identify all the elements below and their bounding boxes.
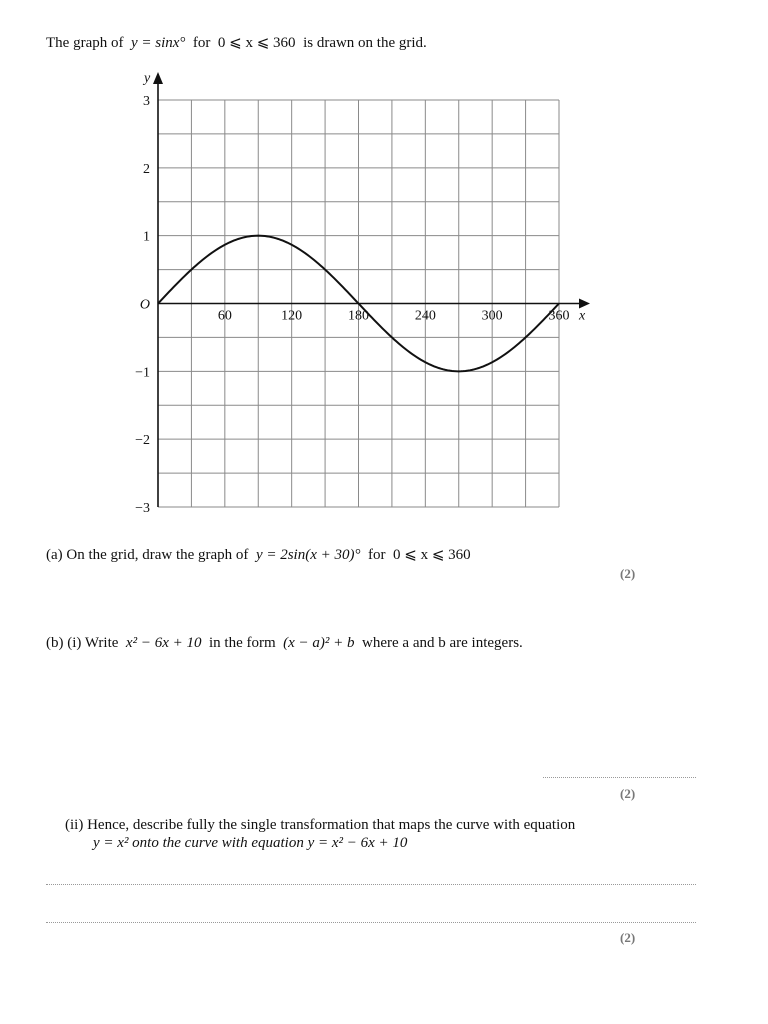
intro-equation: y = sinx° bbox=[130, 35, 186, 51]
part-a-equation: y = 2sin(x + 30)° bbox=[255, 547, 361, 563]
part-a-range: 0 ⩽ x ⩽ 360 bbox=[393, 547, 471, 563]
part-b-ii-line2: y = x² onto the curve with equation y = x² − 6x + 10 bbox=[93, 835, 408, 851]
y-tick-label: −3 bbox=[135, 501, 150, 516]
part-b-i-suffix: where a and b are integers. bbox=[362, 635, 523, 651]
x-tick-label: 240 bbox=[414, 308, 436, 324]
axes bbox=[153, 72, 590, 507]
x-tick-label: 300 bbox=[481, 308, 503, 324]
intro-prefix: The graph of bbox=[46, 35, 124, 51]
intro-suffix: is drawn on the grid. bbox=[303, 35, 427, 51]
y-axis-arrow bbox=[153, 72, 163, 84]
y-tick-label: 2 bbox=[143, 161, 150, 177]
part-b-i-expression: x² − 6x + 10 bbox=[125, 635, 202, 651]
part-a-marks: (2) bbox=[620, 566, 636, 581]
part-b-i-form: (x − a)² + b bbox=[283, 635, 355, 651]
x-axis-arrow bbox=[579, 299, 590, 309]
intro-for: for bbox=[192, 35, 211, 51]
part-b-i-marks: (2) bbox=[620, 786, 636, 801]
x-tick-label: 120 bbox=[281, 308, 303, 324]
intro-range: 0 ⩽ x ⩽ 360 bbox=[217, 35, 296, 51]
tick-labels bbox=[135, 71, 586, 516]
y-axis-label: y bbox=[144, 71, 151, 86]
y-tick-label: 1 bbox=[143, 229, 150, 245]
intro-text bbox=[46, 34, 427, 52]
part-b-ii-line1: (ii) Hence, describe fully the single transformation that maps the curve with equation bbox=[65, 817, 576, 833]
part-a-question bbox=[46, 546, 471, 564]
sine-graph bbox=[120, 60, 600, 520]
part-b-ii-marks: (2) bbox=[620, 930, 636, 945]
part-b-i-in-form: in the form bbox=[208, 635, 276, 651]
part-a-label: (a) On the grid, draw the graph of bbox=[46, 547, 249, 563]
x-tick-label: 60 bbox=[217, 308, 232, 324]
y-tick-label: −2 bbox=[135, 433, 150, 449]
part-b-ii-answer-line-1[interactable] bbox=[46, 884, 696, 885]
x-tick-label: 360 bbox=[548, 308, 570, 324]
part-b-i-label: (b) (i) Write bbox=[46, 635, 119, 651]
part-b-ii-answer-line-2[interactable] bbox=[46, 922, 696, 923]
part-a-for: for bbox=[368, 547, 386, 563]
x-tick-label: 180 bbox=[348, 308, 369, 324]
part-b-i-question bbox=[46, 634, 523, 652]
x-axis-label: x bbox=[579, 308, 586, 324]
origin-label: O bbox=[139, 297, 150, 313]
y-tick-label: 3 bbox=[143, 94, 150, 109]
y-tick-label: −1 bbox=[135, 365, 150, 381]
part-b-i-answer-line[interactable] bbox=[543, 777, 696, 778]
